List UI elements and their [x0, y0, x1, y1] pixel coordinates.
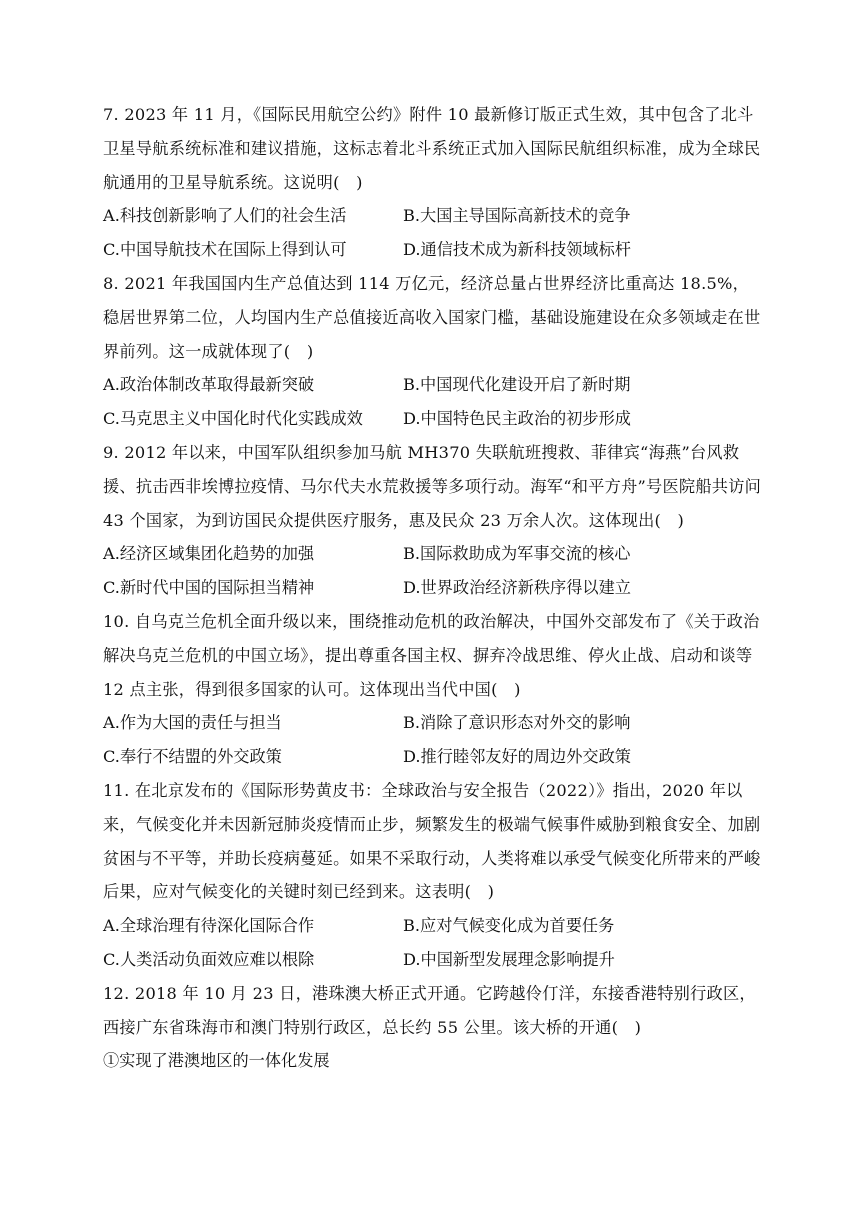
question-8-options-row-2	[103, 402, 763, 436]
option-b: B.国际救助成为军事交流的核心	[403, 544, 631, 564]
option-d: D.通信技术成为新科技领域标杆	[403, 240, 631, 260]
option-b: B.大国主导国际高新技术的竞争	[403, 206, 631, 226]
option-b: B.应对气候变化成为首要任务	[403, 916, 615, 936]
question-7-options-row-1	[103, 199, 763, 233]
question-11-options-row-2	[103, 943, 763, 977]
question-10-options-row-1	[103, 706, 763, 740]
option-a: A.政治体制改革取得最新突破	[103, 375, 315, 395]
question-9-options-row-2	[103, 571, 763, 605]
question-11-options-row-1	[103, 909, 763, 943]
option-c: C.人类活动负面效应难以根除	[103, 949, 315, 969]
question-9-stem: 9. 2012 年以来，中国军队组织参加马航 MH370 失联航班搜救、菲律宾“海燕”台风救援、抗击西非埃博拉疫情、马尔代夫水荒救援等多项行动。海军“和平方舟”号医院船共访问 43 个国家，为到访国民众提供医疗服务，惠及民众 23 万余人次。这体现出( )	[103, 442, 762, 530]
option-c: C.中国导航技术在国际上得到认可	[103, 240, 347, 260]
question-12-stem: 12. 2018 年 10 月 23 日，港珠澳大桥正式开通。它跨越伶仃洋，东接香港特别行政区，西接广东省珠海市和澳门特别行政区，总长约 55 公里。该大桥的开通( )	[103, 983, 756, 1037]
option-c: C.奉行不结盟的外交政策	[103, 747, 282, 767]
question-12-item-1: ①实现了港澳地区的一体化发展	[103, 1051, 330, 1071]
question-sheet	[103, 98, 763, 1078]
option-d: D.推行睦邻友好的周边外交政策	[403, 747, 631, 767]
option-a: A.经济区域集团化趋势的加强	[103, 544, 315, 564]
question-7-options-row-2	[103, 233, 763, 267]
question-10-stem: 10. 自乌克兰危机全面升级以来，围绕推动危机的政治解决，中国外交部发布了《关于政治解决乌克兰危机的中国立场》，提出尊重各国主权、摒弃冷战思维、停火止战、启动和谈等 12 点主张，得到很多国家的认可。这体现出当代中国( )	[103, 611, 760, 699]
question-10-options-row-2	[103, 740, 763, 774]
option-a: A.全球治理有待深化国际合作	[103, 916, 315, 936]
option-b: B.消除了意识形态对外交的影响	[403, 713, 631, 733]
question-11-stem: 11. 在北京发布的《国际形势黄皮书：全球政治与安全报告（2022）》指出，2020 年以来，气候变化并未因新冠肺炎疫情而止步，频繁发生的极端气候事件威胁到粮食安全、加剧贫困与不平等，并助长疫病蔓延。如果不采取行动，人类将难以承受气候变化所带来的严峻后果，应对气候变化的关键时刻已经到来。这表明( )	[103, 780, 761, 902]
option-a: A.作为大国的责任与担当	[103, 713, 282, 733]
option-c: C.新时代中国的国际担当精神	[103, 578, 315, 598]
option-a: A.科技创新影响了人们的社会生活	[103, 206, 347, 226]
option-d: D.世界政治经济新秩序得以建立	[403, 578, 631, 598]
option-b: B.中国现代化建设开启了新时期	[403, 375, 631, 395]
option-c: C.马克思主义中国化时代化实践成效	[103, 409, 363, 429]
question-8-options-row-1	[103, 368, 763, 402]
option-d: D.中国特色民主政治的初步形成	[403, 409, 631, 429]
question-8-stem: 8. 2021 年我国国内生产总值达到 114 万亿元，经济总量占世界经济比重高达 18.5%，稳居世界第二位，人均国内生产总值接近高收入国家门槛，基础设施建设在众多领域走在世界前列。这一成就体现了( )	[103, 273, 761, 361]
question-7-stem: 7. 2023 年 11 月，《国际民用航空公约》附件 10 最新修订版正式生效，其中包含了北斗卫星导航系统标准和建议措施，这标志着北斗系统正式加入国际民航组织标准，成为全球民航通用的卫星导航系统。这说明( )	[103, 105, 761, 192]
option-d: D.中国新型发展理念影响提升	[403, 949, 615, 969]
question-9-options-row-1	[103, 537, 763, 571]
